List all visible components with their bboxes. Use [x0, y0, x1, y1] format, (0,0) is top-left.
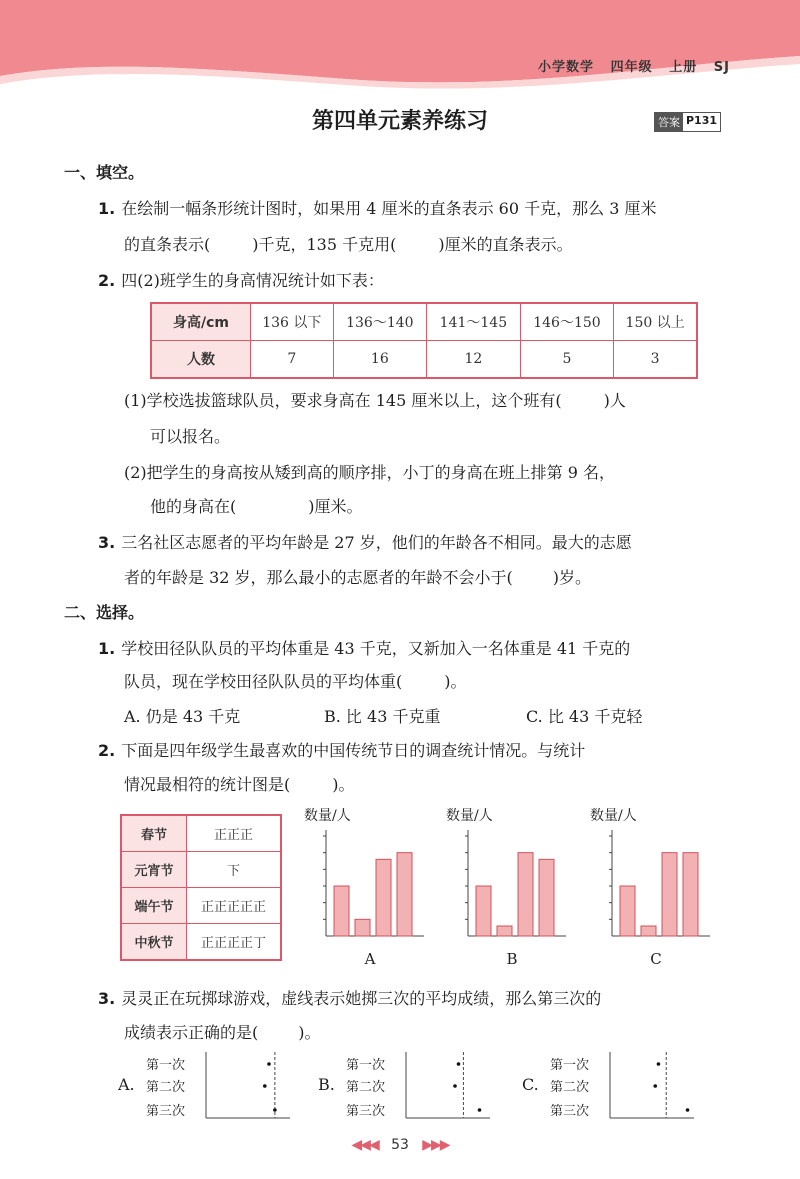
row-label: 第二次 — [346, 1080, 386, 1095]
row-label: 第三次 — [346, 1104, 386, 1119]
row-label: 第二次 — [146, 1080, 186, 1095]
s2q2-line2 — [124, 772, 355, 795]
option-a[interactable]: A. 仍是 43 千克 — [124, 707, 241, 726]
row-label: 第一次 — [550, 1058, 590, 1073]
table-cell: 136～140 — [333, 303, 427, 341]
s2q3-text2a: 成绩表示正确的是( — [124, 1023, 259, 1042]
table-header-cell: 中秋节 — [121, 924, 187, 961]
throw-point — [457, 1062, 461, 1066]
s2q1-num: 1. — [98, 639, 116, 658]
s2q3-text2b: )。 — [298, 1023, 321, 1042]
table-cell: 16 — [333, 341, 427, 379]
chart-option-label: A — [364, 950, 376, 968]
s1q1-line1 — [98, 196, 656, 219]
answer-page: P131 — [686, 114, 718, 127]
table-cell: 正正正正丁 — [187, 924, 282, 961]
section2-title: 二、选择。 — [64, 603, 145, 622]
option-b[interactable]: B. 比 43 千克重 — [324, 707, 441, 726]
table-row — [121, 815, 281, 852]
s1q3-line2 — [124, 565, 591, 588]
table-row — [121, 924, 281, 961]
bar-元宵节 — [641, 926, 656, 936]
s2q2-text2a: 情况最相符的统计图是( — [124, 775, 291, 794]
s2q1-line2 — [124, 669, 467, 692]
answer-label: 答案 — [655, 113, 683, 131]
table-cell: 下 — [187, 852, 282, 888]
s1q3-num: 3. — [98, 533, 116, 552]
chart-option-label: C. — [522, 1075, 539, 1094]
height-table — [150, 302, 698, 379]
table-cell: 正正正 — [187, 815, 282, 852]
s1q1-text1: 在绘制一幅条形统计图时，如果用 4 厘米的直条表示 60 千克，那么 3 厘米 — [121, 199, 657, 218]
row-label: 第二次 — [550, 1080, 590, 1095]
bar-端午节 — [662, 853, 677, 936]
table-row — [121, 888, 281, 924]
y-axis-label: 数量/人 — [446, 808, 493, 824]
s2q3-num: 3. — [98, 989, 116, 1008]
bar-元宵节 — [497, 926, 512, 936]
s1q3-text1: 三名社区志愿者的平均年龄是 27 岁，他们的年龄各不相同。最大的志愿 — [121, 533, 632, 552]
s2q2-text1: 下面是四年级学生最喜欢的中国传统节日的调查统计情况。与统计 — [121, 741, 586, 760]
throw-point — [263, 1084, 267, 1088]
table-row — [151, 303, 697, 341]
s1q1-text2c: )厘米的直条表示。 — [438, 235, 573, 254]
throw-point — [653, 1084, 657, 1088]
s1q2-num: 2. — [98, 271, 116, 290]
s1q2-sub2-line2 — [150, 494, 363, 517]
s2q1-text2b: )。 — [444, 672, 467, 691]
bar-端午节 — [376, 859, 391, 936]
throw-point — [657, 1062, 661, 1066]
s1q2-sub2-text2a: 他的身高在( — [150, 497, 237, 516]
table-cell: 150 以上 — [614, 303, 697, 341]
bar-春节 — [334, 886, 349, 936]
table-cell: 136 以下 — [251, 303, 334, 341]
table-header-cell: 端午节 — [121, 888, 187, 924]
s1q1-text2a: 的直条表示( — [124, 235, 211, 254]
s2q1-text2a: 队员，现在学校田径队队员的平均体重( — [124, 672, 403, 691]
festival-table — [120, 814, 282, 961]
s2q2-num: 2. — [98, 741, 116, 760]
table-header-cell: 春节 — [121, 815, 187, 852]
header-meta — [538, 56, 730, 75]
header-volume: 上册 — [669, 60, 698, 75]
bar-元宵节 — [355, 919, 370, 936]
throw-point — [453, 1084, 457, 1088]
s1q3-text2a: 者的年龄是 32 岁，那么最小的志愿者的年龄不会小于( — [124, 568, 513, 587]
s1q1-line2 — [124, 232, 573, 255]
bar-中秋节 — [683, 853, 698, 936]
bar-端午节 — [518, 853, 533, 936]
table-row — [121, 852, 281, 888]
table-cell: 3 — [614, 341, 697, 379]
option-c[interactable]: C. 比 43 千克轻 — [526, 707, 643, 726]
s2q2-line1 — [98, 738, 585, 761]
right-arrows-icon: ▶▶▶ — [422, 1137, 449, 1153]
header-edition: SJ — [713, 60, 730, 75]
y-axis-label: 数量/人 — [304, 808, 351, 824]
page-title: 第四单元素养练习 — [311, 109, 488, 134]
s1q2-sub2-line1: (2)把学生的身高按从矮到高的顺序排，小丁的身高在班上排第 9 名， — [124, 463, 616, 482]
table-cell: 5 — [520, 341, 614, 379]
table-header-cell: 身高/cm — [151, 303, 251, 341]
s1q1-text2b: )千克，135 千克用( — [252, 235, 397, 254]
s1q3-line1 — [98, 530, 632, 553]
bar-中秋节 — [397, 853, 412, 936]
bar-中秋节 — [539, 859, 554, 936]
s1q2-sub2-text2b: )厘米。 — [308, 497, 363, 516]
table-header-cell: 元宵节 — [121, 852, 187, 888]
dot-chart-c[interactable] — [522, 1050, 702, 1126]
s1q2-sub1-line2: 可以报名。 — [150, 427, 231, 446]
chart-option-label: B — [506, 950, 518, 968]
page-number: 53 — [391, 1137, 409, 1153]
table-cell: 7 — [251, 341, 334, 379]
table-row — [151, 341, 697, 379]
answer-tag — [654, 112, 721, 132]
bar-chart-c[interactable] — [586, 804, 716, 974]
s1q2-intro — [98, 268, 384, 291]
table-header-cell: 人数 — [151, 341, 251, 379]
left-arrows-icon: ◀◀◀ — [351, 1137, 378, 1153]
row-label: 第一次 — [146, 1058, 186, 1073]
throw-point — [267, 1062, 271, 1066]
dot-chart-a[interactable] — [118, 1050, 298, 1126]
row-label: 第三次 — [146, 1104, 186, 1119]
throw-point — [478, 1108, 482, 1112]
s1q1-num: 1. — [98, 199, 116, 218]
chart-option-label: C — [650, 950, 662, 968]
s2q1-line1 — [98, 636, 630, 659]
header-grade: 四年级 — [610, 60, 653, 75]
s1q2-sub1-line1 — [124, 388, 626, 411]
chart-option-label: B. — [318, 1075, 335, 1094]
s2q3-line2 — [124, 1020, 321, 1043]
chart-option-label: A. — [118, 1075, 135, 1094]
s2q1-text1: 学校田径队队员的平均体重是 43 千克，又新加入一名体重是 41 千克的 — [121, 639, 631, 658]
bar-春节 — [620, 886, 635, 936]
table-cell: 12 — [427, 341, 521, 379]
s2q2-text2b: )。 — [332, 775, 355, 794]
bar-chart-b[interactable] — [442, 804, 572, 974]
s1q3-text2b: )岁。 — [552, 568, 592, 587]
table-cell: 141～145 — [427, 303, 521, 341]
s1q2-text: 四(2)班学生的身高情况统计如下表： — [121, 271, 384, 290]
s1q2-sub1-text1b: )人 — [603, 391, 626, 410]
s2q3-line1 — [98, 986, 601, 1009]
throw-point — [686, 1108, 690, 1112]
throw-point — [273, 1108, 277, 1112]
y-axis-label: 数量/人 — [590, 808, 637, 824]
s2q3-text1: 灵灵正在玩掷球游戏，虚线表示她掷三次的平均成绩，那么第三次的 — [121, 989, 602, 1008]
header-band — [0, 0, 800, 100]
row-label: 第一次 — [346, 1058, 386, 1073]
row-label: 第三次 — [550, 1104, 590, 1119]
s1q2-sub1-text1a: (1)学校选拔篮球队员，要求身高在 145 厘米以上，这个班有( — [124, 391, 562, 410]
dot-chart-b[interactable] — [318, 1050, 498, 1126]
header-subject: 小学数学 — [538, 60, 595, 75]
bar-春节 — [476, 886, 491, 936]
section1-title: 一、填空。 — [64, 163, 145, 182]
page-number-row — [0, 1137, 800, 1153]
bar-chart-a[interactable] — [300, 804, 430, 974]
table-cell: 正正正正正 — [187, 888, 282, 924]
table-cell: 146～150 — [520, 303, 614, 341]
